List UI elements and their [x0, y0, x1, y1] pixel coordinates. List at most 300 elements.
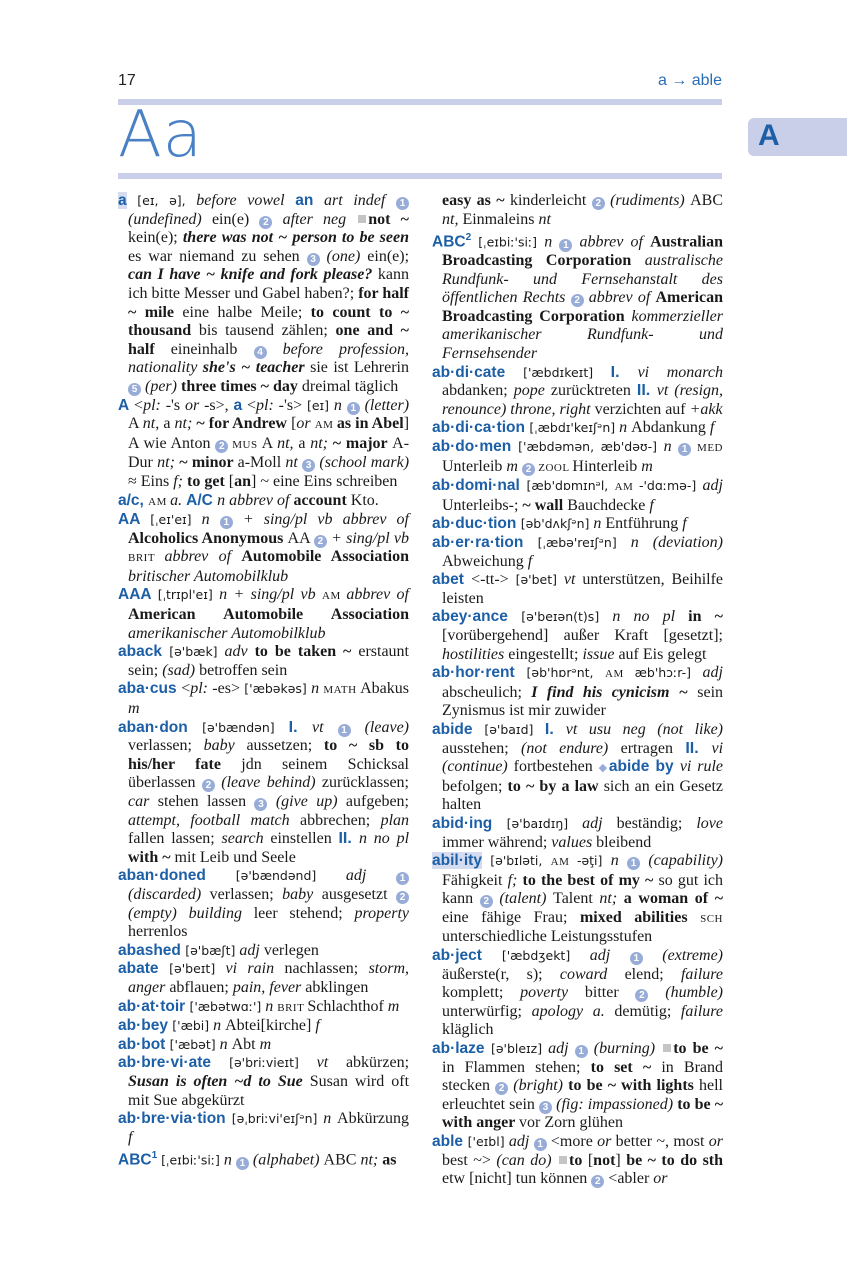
translation: dreimal täglich [301, 377, 399, 395]
translation: abklingen [305, 978, 369, 996]
translation: demütig; [614, 1002, 681, 1020]
italic-text: (bright) [508, 1077, 569, 1095]
phonetic: [ˌeɪ'eɪ] [150, 512, 202, 528]
italic-text: adj [582, 814, 617, 832]
translation: in Brand stecken [442, 1058, 724, 1095]
headword: an [295, 192, 314, 209]
phonetic: [ə'bɪləti, [481, 853, 551, 869]
italic-text: n [333, 396, 347, 414]
usage-label: AM [314, 419, 337, 432]
translation: zurücklassen; [321, 774, 409, 792]
translation: komplett; [442, 984, 521, 1002]
italic-text: n [265, 997, 278, 1015]
italic-text: pl: [143, 396, 161, 414]
dictionary-entry [118, 680, 409, 718]
top-rule [118, 99, 722, 105]
translation: Bauchdecke [567, 496, 650, 514]
italic-text: failure [680, 1002, 723, 1020]
bold-text: three times ~ day [180, 377, 302, 395]
italic-text: or [296, 415, 315, 433]
translation: verlassen; [209, 885, 283, 903]
italic-text: n [663, 438, 679, 456]
translation: so gut ich kann [442, 871, 724, 908]
sense-number-icon: 2 [571, 294, 584, 307]
headword: abey·ance [432, 608, 522, 626]
translation: ertragen [620, 739, 686, 757]
phonetic: ['eɪbl] [467, 1134, 509, 1150]
sense-number-icon: 1 [338, 724, 351, 737]
sense-number-icon: 1 [678, 443, 691, 456]
translation: aufgeben; [345, 793, 409, 810]
bold-text: a woman of ~ [623, 890, 724, 908]
translation: Einmaleins [462, 210, 539, 228]
italic-text: n [610, 852, 628, 870]
translation: ausstehen; [442, 739, 521, 757]
italic-text: or [708, 1133, 723, 1151]
italic-text: n [544, 233, 560, 251]
dictionary-entry [432, 1133, 723, 1189]
translation: Talent [553, 890, 600, 908]
translation: ] A wie Anton [128, 415, 410, 452]
dictionary-entry [432, 419, 723, 438]
italic-text: abbrev of [346, 586, 410, 604]
italic-text: after neg [272, 210, 357, 228]
italic-text: (empty) building [128, 904, 254, 922]
italic-text: vt (resign, renounce) throne, right [442, 382, 724, 418]
phonetic: [ə'bændənd] [235, 868, 346, 884]
translation: ABC [690, 192, 724, 209]
italic-text: vi monarch [637, 363, 723, 381]
phonetic: ['æbdəmən, æb'dəʊ-] [518, 439, 664, 455]
phonetic: [ə'beɪən(t)s] [521, 609, 613, 625]
italic-text: property [354, 904, 409, 922]
bold-text: in ~ [688, 608, 723, 626]
sense-numeral: I. [544, 720, 566, 738]
example-phrase: I find his cynicism ~ [531, 683, 698, 701]
translation: zurücktreten [550, 382, 637, 400]
italic-text: abbrev of [164, 548, 242, 566]
phonetic: [ə'baɪd] [484, 721, 545, 737]
translation: nachlassen; [284, 960, 369, 978]
translation: hell erleuchtet sein [442, 1077, 723, 1113]
italic-text: britischer Automobilklub [128, 567, 289, 585]
sense-number-icon: 2 [495, 1082, 508, 1095]
sense-number-icon: 2 [314, 535, 327, 548]
italic-text: nt; [310, 434, 333, 452]
usage-label: AM [550, 856, 577, 869]
translation: <abler [604, 1170, 654, 1188]
translation: bleibend [596, 833, 652, 851]
italic-text: +akk [689, 400, 723, 418]
dictionary-entry [118, 397, 409, 492]
translation: vor Zorn glühen [519, 1114, 624, 1132]
translation: eine halbe Meile; [182, 303, 311, 321]
italic-text: nt; [174, 415, 197, 433]
dictionary-entry [118, 192, 409, 397]
bold-text: to ~ sb to his/her fate [128, 737, 410, 773]
translation: kläglich [442, 1021, 494, 1039]
italic-text: adj [548, 1040, 575, 1058]
sense-number-icon: 1 [559, 239, 572, 252]
sense-number-icon: 2 [215, 440, 228, 453]
italic-text: n [201, 511, 220, 529]
translation: ausgesetzt [321, 885, 397, 903]
bold-text: to the best of my ~ [522, 871, 659, 889]
thumb-index-letter: A [758, 119, 780, 152]
sense-number-icon: 1 [575, 1045, 588, 1058]
sense-number-icon: 1 [220, 516, 233, 529]
italic-text: (capability) [640, 852, 723, 870]
italic-text: or [185, 396, 200, 414]
phonetic: ['æbi] [172, 1018, 214, 1034]
example-phrase: there was not ~ person to be seen [182, 229, 410, 247]
bold-text: to get [187, 472, 229, 490]
phonetic: [ə'bleɪz] [490, 1041, 549, 1057]
translation: verlegen [263, 941, 319, 959]
usage-label: MED [691, 442, 724, 455]
sense-number-icon: 2 [591, 1175, 604, 1188]
translation: [vorübergehend] außer Kraft [gesetzt]; [442, 626, 723, 644]
italic-text: (one) [319, 247, 368, 265]
translation: verlassen; [128, 737, 204, 755]
square-marker-icon [663, 1044, 671, 1052]
translation: immer während; [442, 833, 552, 851]
translation: AA [287, 529, 314, 547]
italic-text: (give up) [267, 793, 346, 810]
italic-text: pain, fever [232, 978, 306, 996]
translation: Abkürzung [337, 1110, 410, 1128]
translation: ] ~ eine Eins schreiben [251, 472, 398, 490]
headword: ab·er·ra·tion [432, 534, 538, 552]
translation: befolgen; [442, 777, 508, 795]
headword: abil·ity [432, 852, 482, 870]
italic-text: (leave) [350, 718, 410, 736]
dictionary-entry [432, 364, 723, 420]
sense-number-icon: 1 [627, 857, 640, 870]
italic-text: (not endure) [520, 739, 621, 757]
example-phrase: Susan is often ~d to Sue [128, 1072, 310, 1090]
dictionary-entry [432, 192, 723, 229]
phonetic: [ˌeɪbiː'siː] [157, 1152, 224, 1168]
italic-text: nt, [142, 415, 164, 433]
dictionary-entry [432, 229, 723, 363]
square-marker-icon [358, 215, 366, 223]
example-phrase: she's ~ teacher [202, 359, 311, 377]
italic-text: adj [345, 867, 397, 885]
phonetic: -'dɑːmə-] [638, 478, 703, 494]
italic-text: (sad) [162, 661, 200, 679]
italic-text: values [551, 833, 597, 851]
phonetic: [ə'bæk] [169, 644, 225, 660]
translation: kinderleicht [509, 192, 592, 209]
italic-text: m [128, 700, 140, 718]
translation: < [129, 396, 144, 414]
translation: bitter [584, 984, 636, 1002]
headword: abid·ing [432, 814, 507, 832]
translation: äußerste(r, s); [442, 965, 560, 983]
translation: fortbestehen [513, 758, 599, 776]
translation: unterwürfig; [442, 1002, 532, 1020]
italic-text: or [597, 1133, 616, 1151]
italic-text: f [128, 1128, 133, 1146]
bold-text: not [593, 1151, 616, 1169]
bold-text: ~ major [332, 434, 393, 452]
bold-text: Automobile Association [241, 548, 410, 566]
italic-text: f [709, 419, 715, 437]
translation: ] [615, 1151, 627, 1169]
translation: a-Moll [237, 454, 286, 472]
dictionary-entry [432, 477, 723, 515]
bold-text: ~ minor [179, 454, 238, 472]
bold-text: account [293, 491, 351, 509]
dictionary-entry [432, 1040, 723, 1133]
translation: erstaunt sein; [128, 643, 409, 679]
phonetic: [ə'baɪdɪŋ] [506, 815, 583, 831]
translation: etw [nicht] tun können [442, 1170, 592, 1188]
phonetic: ['æbətwɑː'] [189, 998, 266, 1014]
dictionary-entry [118, 1036, 409, 1055]
italic-text: vi rain [225, 960, 285, 978]
dictionary-entry [432, 438, 723, 477]
diamond-icon: ◆ [598, 762, 609, 775]
translation: abscheulich; [442, 683, 532, 701]
italic-text: search [221, 830, 271, 848]
translation: -'s [160, 396, 185, 414]
headword: a/c, [118, 491, 149, 509]
phonetic: [æb'dɒmɪnᵊl, [526, 478, 615, 494]
translation: abdanken; [442, 382, 514, 400]
sense-number-icon: 3 [254, 798, 267, 811]
translation: Susan wird oft mit Sue abgekürzt [128, 1072, 410, 1109]
headword: ab·di·ca·tion [432, 419, 530, 437]
italic-text: n [619, 419, 632, 437]
italic-text: (per) [141, 377, 181, 395]
sense-number-icon: 1 [396, 872, 409, 885]
sense-number-icon: 2 [259, 216, 272, 229]
sense-number-icon: 2 [396, 891, 409, 904]
section-letter: Aa [118, 98, 203, 172]
translation: Abweichung [442, 552, 528, 570]
headword: abashed [118, 941, 186, 959]
italic-text: + sing/pl vb abbrev of [232, 511, 410, 529]
translation: kann ich bitte Messer und Gabel haben?; [128, 266, 409, 302]
italic-text: n [311, 680, 324, 698]
dictionary-entry [432, 947, 723, 1040]
translation: abflauen; [169, 978, 233, 996]
headword: AAA [118, 586, 158, 604]
phonetic: [əb'dʌkʃᵊn] [520, 516, 594, 532]
italic-text: vt [563, 571, 583, 589]
thumb-index-tab[interactable] [748, 118, 847, 156]
phonetic: [ˌæbə'reɪʃᵊn] [537, 535, 631, 551]
italic-text: (alphabet) [248, 1151, 324, 1169]
usage-label: BRIT [128, 552, 165, 565]
italic-text: adj [702, 477, 723, 495]
translation: Abt [231, 1035, 260, 1053]
phonetic: ['æbət] [169, 1036, 220, 1052]
dictionary-entry [432, 664, 723, 721]
bold-text: an [234, 472, 252, 490]
translation: herrenlos [128, 923, 188, 941]
italic-text: kommerzieller amerikanischer Rundfunk- und Fernsehsender [442, 307, 723, 363]
bold-text: American Automobile Association [128, 606, 409, 624]
translation: better ~, most [615, 1133, 709, 1151]
example-phrase: can I have ~ knife and fork please? [128, 266, 378, 284]
headword: ab·di·cate [432, 363, 524, 381]
translation: kein(e); [128, 229, 183, 247]
dictionary-entry [118, 719, 409, 868]
translation: Unterleib [442, 457, 507, 475]
bold-text: not ~ [368, 210, 410, 228]
left-column [118, 192, 409, 1170]
italic-text: n [593, 515, 606, 533]
phonetic: [əˌbriːvi'eɪʃᵊn] [231, 1111, 324, 1127]
italic-text: nt; [599, 890, 624, 908]
italic-text: abbrev of [572, 233, 651, 251]
italic-text: art indef [313, 192, 396, 209]
sense-number-icon: 5 [128, 383, 141, 396]
translation: A [261, 434, 278, 452]
italic-text: adj [589, 947, 630, 965]
bold-text: for half ~ mile [128, 284, 410, 321]
sense-number-icon: 2 [480, 895, 493, 908]
italic-text: f; [507, 871, 523, 889]
italic-text: apology a. [531, 1002, 615, 1020]
italic-text: (rudiments) [604, 192, 691, 209]
headword: abate [118, 960, 170, 978]
italic-text: f; [173, 472, 188, 490]
translation: A-Dur [128, 434, 410, 472]
dictionary-entry [118, 586, 409, 643]
italic-text: n [219, 1035, 232, 1053]
sense-numeral: II. [338, 830, 360, 848]
italic-text: abbrev of [583, 289, 656, 307]
translation: a [163, 415, 175, 433]
italic-text: adj [508, 1133, 534, 1151]
italic-text: (burning) [587, 1040, 662, 1058]
dictionary-entry [432, 534, 723, 571]
italic-text: (talent) [492, 890, 554, 908]
dictionary-entry [118, 1017, 409, 1036]
headword: ab·bot [118, 1035, 170, 1053]
translation: stehen lassen [157, 793, 255, 810]
translation: <more [546, 1133, 598, 1151]
bold-text: to be ~ with lights [568, 1077, 699, 1095]
translation: sich an ein Gesetz halten [442, 777, 724, 814]
translation: ≈ Eins [128, 472, 174, 490]
phonetic: [ə'bet] [515, 572, 564, 588]
translation: Entführung [605, 515, 683, 533]
translation: Kto. [350, 491, 379, 509]
translation: Unterleibs-; [442, 496, 523, 514]
italic-text: (leave behind) [214, 774, 322, 792]
bold-text: to ~ by a law [507, 777, 604, 795]
italic-text: (fig: impassioned) [552, 1095, 678, 1113]
italic-text: vi rule [679, 758, 724, 776]
translation: verzichten auf [594, 400, 690, 418]
italic-text: n no pl [359, 830, 410, 848]
dictionary-entry [118, 1110, 409, 1147]
phonetic: [əb'hɒrᵊnt, [526, 665, 606, 681]
dictionary-entry [118, 1147, 409, 1170]
italic-text: pope [513, 382, 551, 400]
sense-numeral: I. [288, 718, 312, 736]
italic-text: n (deviation) [630, 534, 723, 552]
homograph-number: 1 [151, 1150, 158, 1162]
translation: sein Zynismus ist mir zuwider [442, 683, 724, 720]
translation: eineinhalb [170, 340, 254, 358]
sense-number-icon: 3 [302, 459, 315, 472]
phonetic: [eɪ] [306, 397, 334, 413]
headword: ab·duc·tion [432, 515, 521, 533]
headword: ABC [118, 1151, 152, 1169]
translation: [ [291, 415, 297, 433]
usage-label: AM [605, 668, 635, 681]
translation: aussetzen; [246, 737, 324, 755]
italic-text: f [315, 1017, 320, 1035]
bold-text: to be ~ [673, 1040, 723, 1058]
usage-label: MUS [228, 438, 262, 451]
translation: Abakus [360, 680, 409, 698]
italic-text: vt [312, 718, 338, 736]
translation: leer stehend; [253, 904, 355, 922]
bold-text: Alcoholics Anonymous [128, 529, 288, 547]
translation: jdn seinem Schicksal überlassen [128, 755, 409, 792]
italic-text: (undefined) [128, 210, 212, 228]
italic-text: vt [316, 1054, 346, 1072]
italic-text: or [653, 1170, 668, 1188]
phonetic: ['æbəkəs] [244, 681, 312, 697]
translation: es war niemand zu sehen [128, 247, 307, 265]
sense-number-icon: 2 [592, 197, 605, 210]
usage-label: AM [614, 481, 639, 494]
translation: einstellen [270, 830, 339, 848]
italic-text: nt; [157, 454, 180, 472]
translation: abkürzen; [345, 1054, 410, 1072]
italic-text: nt [538, 210, 551, 228]
headword: ab·hor·rent [432, 664, 527, 682]
italic-text: baby [203, 737, 247, 755]
dictionary-entry [118, 960, 409, 997]
headword: A/C [186, 491, 218, 509]
translation: < [242, 396, 257, 414]
phonetic: [eɪ, ə], [126, 193, 197, 208]
italic-text: adj [239, 941, 264, 959]
headword: aban·don [118, 718, 203, 736]
bold-text: as [382, 1151, 397, 1169]
italic-text: + sing/pl vb [326, 529, 409, 547]
translation: -s>, [199, 396, 234, 414]
dictionary-entry [432, 608, 723, 664]
italic-text: (humble) [648, 984, 723, 1002]
italic-text: before profession, nationality [128, 340, 410, 377]
translation: a [298, 434, 311, 452]
translation: fallen lassen; [128, 830, 222, 848]
italic-text: m [641, 457, 653, 475]
translation: elend; [624, 965, 681, 983]
headword: ab·bre·via·tion [118, 1110, 232, 1128]
sense-number-icon: 1 [534, 1138, 547, 1151]
headword: aback [118, 643, 170, 661]
italic-text: nt, [442, 210, 463, 228]
italic-text: attempt, football match [128, 811, 300, 829]
translation: ein(e); [367, 247, 410, 265]
sense-number-icon: 4 [254, 346, 267, 359]
italic-text: m [259, 1035, 272, 1053]
italic-text: a. [170, 491, 187, 509]
sense-number-icon: 1 [630, 952, 643, 965]
phonetic: ['æbdɪkeɪt] [523, 364, 611, 380]
